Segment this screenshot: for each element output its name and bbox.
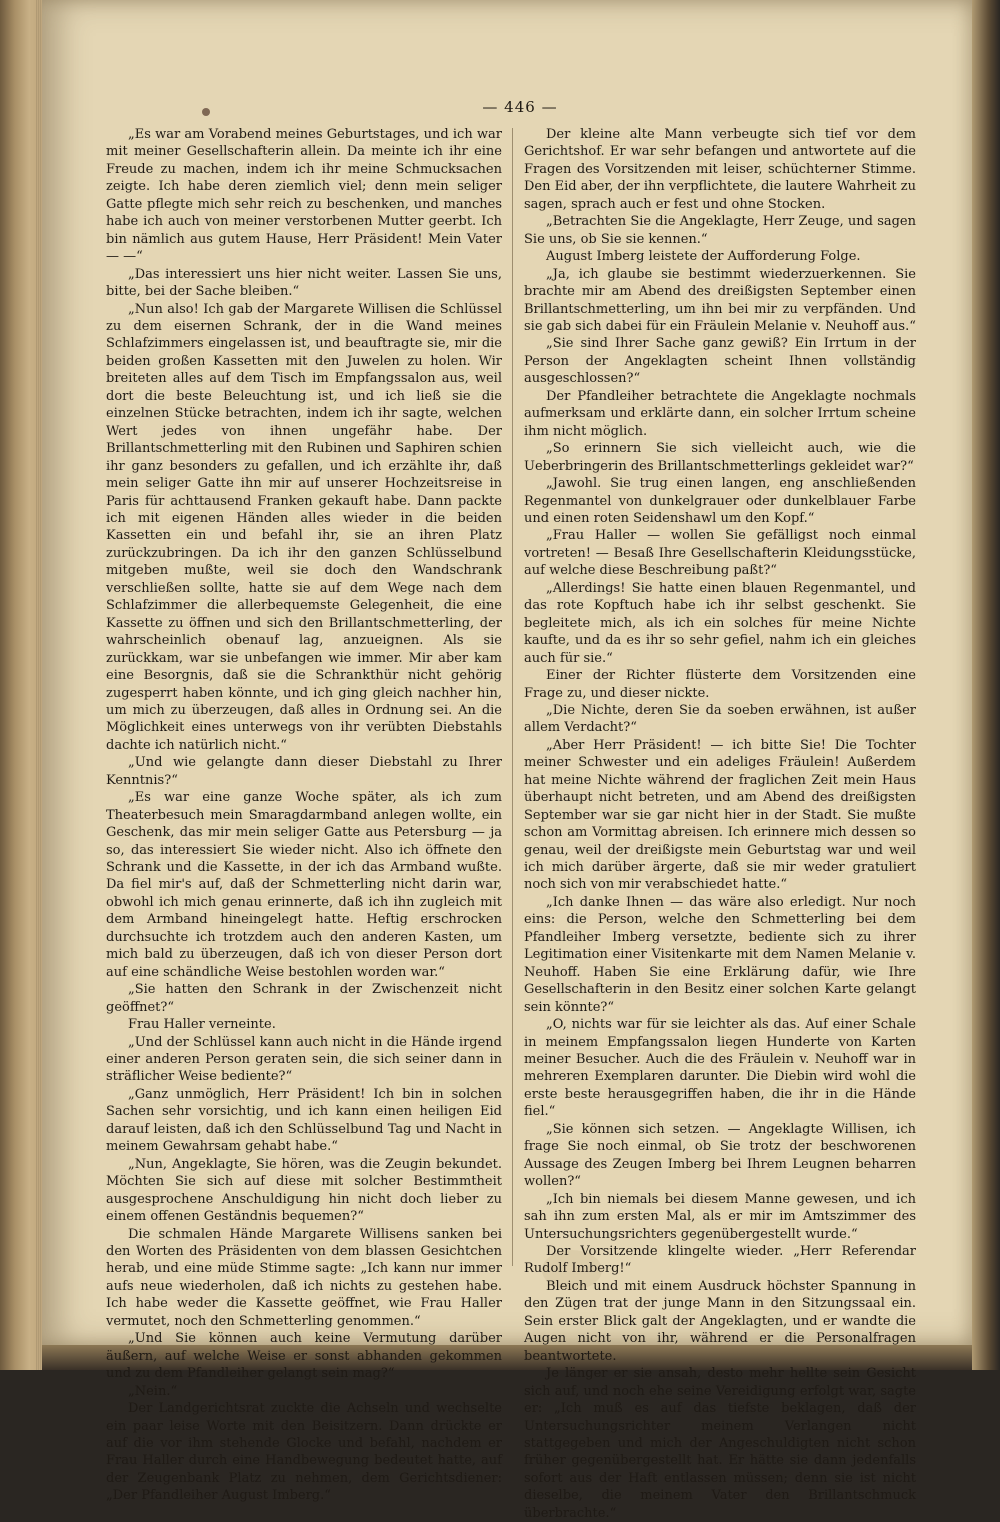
paragraph: Der Pfandleiher betrachtete die Angeklagte nochmals aufmerksam und erklärte dann, ein solcher Irrtum scheine ihm nicht möglich. — [524, 388, 916, 439]
paragraph: „Frau Haller — wollen Sie gefälligst noch einmal vortreten! — Besaß Ihre Gesellschafterin Kleidungsstücke, auf welche diese Beschreibung paßt?“ — [524, 528, 916, 579]
paragraph: „Und wie gelangte dann dieser Diebstahl zu Ihrer Kenntnis?“ — [106, 755, 502, 788]
paragraph: „Nein.“ — [128, 1383, 178, 1399]
paragraph: Die schmalen Hände Margarete Willisens sanken bei den Worten des Präsidenten von dem blassen Gesichtchen herab, und eine müde Stimme sagte: „Ich kann nur immer aufs neue wiederholen, daß ich nichts zu gestehen habe. Ich habe weder die Kassette geöffnet, wie Frau Haller vermutet, noch den Schmetterling genommen.“ — [106, 1226, 502, 1329]
paragraph: „Aber Herr Präsident! — ich bitte Sie! Die Tochter meiner Schwester und ein adeliges Fräulein! Außerdem hat meine Nichte während der fraglichen Zeit mein Haus überhaupt nicht betreten, und am Abend des dreißigsten September war sie gar nicht hier in der Stadt. Sie mußte schon am Vormittag abreisen. Ich erinnere mich dessen so genau, weil der dreißigste mein Geburtstag war und weil ich mich darüber ärgerte, daß sie mir weder gratuliert noch sich von mir verabschiedet hatte.“ — [524, 737, 916, 893]
paragraph: „Ich danke Ihnen — das wäre also erledigt. Nur noch eins: die Person, welche den Schmetterling bei dem Pfandleiher Imberg versetzte, bediente sich zu ihrer Legitimation einer Visitenkarte mit dem Namen Melanie v. Neuhoff. Haben Sie eine Erklärung dafür, wie Ihre Gesellschafterin in den Besitz einer solchen Karte gelangt sein könnte?“ — [524, 894, 916, 1015]
paragraph: „Und Sie können auch keine Vermutung darüber äußern, auf welche Weise er sonst abhanden gekommen und zu dem Pfandleiher gelangt sein mag?“ — [106, 1331, 502, 1382]
paper-stain — [202, 108, 210, 116]
paragraph: Einer der Richter flüsterte dem Vorsitzenden eine Frage zu, und dieser nickte. — [524, 668, 916, 701]
paragraph: „Und der Schlüssel kann auch nicht in die Hände irgend einer anderen Person geraten sein, die sich seiner dann in sträflicher Weise bediente?“ — [106, 1034, 502, 1085]
paragraph: „Nun also! Ich gab der Margarete Willisen die Schlüssel zu dem eisernen Schrank, der in die Wand meines Schlafzimmers eingelassen ist, und beauftragte sie, mir die beiden großen Kassetten mit den Juwelen zu holen. Wir breiteten alles auf dem Tisch im Empfangssalon aus, weil dort die beste Beleuchtung ist, und ich ließ sie die einzelnen Stücke betrachten, indem ich ihr sagte, welchen Wert jedes von ihnen ungefähr habe. Der Brillantschmetterling mit den Rubinen und Saphiren schien ihr ganz besonders zu gefallen, und ich erzählte ihr, daß mein seliger Gatte ihn mir auf unserer Hochzeitsreise in Paris für achttausend Franken gekauft habe. Dann packte ich mit eigenen Händen alles wieder in die beiden Kassetten ein und befahl ihr, sie an ihren Platz zurückzubringen. Da ich ihr den ganzen Schlüsselbund mitgeben mußte, weil sie doch den Wandschrank verschließen sollte, hatte sie auf dem Wege nach dem Schlafzimmer die allerbequemste Gelegenheit, die eine Kassette zu öffnen und sich den Brillantschmetterling, der wahrscheinlich obenauf lag, anzueignen. Als sie zurückkam, war sie unbefangen wie immer. Mir aber kam eine Besorgnis, daß sie die Schrankthür nicht gehörig zugesperrt haben könnte, und ich ging gleich nachher hin, um mich zu überzeugen, daß alles in Ordnung sei. An die Möglichkeit eines unterwegs von ihr verübten Diebstahls dachte ich natürlich nicht.“ — [106, 301, 502, 753]
book-binding-edge — [0, 0, 42, 1370]
paragraph: „Es war eine ganze Woche später, als ich zum Theaterbesuch mein Smaragdarmband anlegen wollte, ein Geschenk, das mir mein seliger Gatte aus Petersburg — ja so, das interessiert Sie wieder nicht. Also ich öffnete den Schrank und die Kassette, in der ich das Armband wußte. Da fiel mir's auf, daß der Schmetterling nicht darin war, obwohl ich mich genau erinnerte, daß ich ihn zugleich mit dem Armband hineingelegt hatte. Heftig erschrocken durchsuchte ich trotzdem auch den anderen Kasten, um mich bald zu überzeugen, daß ich von dieser Person dort auf eine schändliche Weise bestohlen worden war.“ — [106, 790, 502, 980]
paragraph: „Ja, ich glaube sie bestimmt wiederzuerkennen. Sie brachte mir am Abend des dreißigsten September einen Brillantschmetterling, um ihn bei mir zu verpfänden. Und sie gab sich dabei für ein Fräulein Melanie v. Neuhoff aus.“ — [524, 266, 916, 334]
paragraph: „Betrachten Sie die Angeklagte, Herr Zeuge, und sagen Sie uns, ob Sie sie kennen.“ — [524, 214, 916, 247]
paragraph: „Sie können sich setzen. — Angeklagte Willisen, ich frage Sie noch einmal, ob Sie trotz der beschworenen Aussage des Zeugen Imberg bei Ihrem Leugnen beharren wollen?“ — [524, 1121, 916, 1190]
paragraph: „Die Nichte, deren Sie da soeben erwähnen, ist außer allem Verdacht?“ — [524, 702, 916, 736]
column-divider — [512, 128, 513, 1266]
paragraph: „Sie hatten den Schrank in der Zwischenzeit nicht geöffnet?“ — [106, 982, 502, 1015]
page-right-edge — [972, 0, 1000, 1370]
paragraph: Der Vorsitzende klingelte wieder. „Herr Referendar Rudolf Imberg!“ — [524, 1244, 916, 1277]
left-text-column — [106, 126, 502, 1505]
paragraph: „Sie sind Ihrer Sache ganz gewiß? Ein Irrtum in der Person der Angeklagten scheint Ihnen vollständig ausgeschlossen?“ — [524, 336, 916, 387]
paragraph: „O, nichts war für sie leichter als das. Auf einer Schale in meinem Empfangssalon liegen Hunderte von Karten meiner Besucher. Auch die des Fräulein v. Neuhoff war in mehreren Exemplaren darunter. Die Diebin wird wohl die erste beste herausgegriffen haben, die ihr in die Hände fiel.“ — [524, 1017, 916, 1120]
paragraph: Der kleine alte Mann verbeugte sich tief vor dem Gerichtshof. Er war sehr befangen und antwortete auf die Fragen des Vorsitzenden mit leiser, schüchterner Stimme. Den Eid aber, der ihn verpflichtete, die lautere Wahrheit zu sagen, sprach auch er fest und ohne Stocken. — [524, 127, 917, 212]
paragraph: „Ich bin niemals bei diesem Manne gewesen, und ich sah ihn zum ersten Mal, als er mir im Amtszimmer des Untersuchungsrichters gegenübergestellt wurde.“ — [524, 1191, 916, 1242]
paragraph: August Imberg leistete der Aufforderung Folge. — [546, 249, 861, 265]
paragraph: Bleich und mit einem Ausdruck höchster Spannung in den Zügen trat der junge Mann in den Sitzungssaal ein. Sein erster Blick galt der Angeklagten, und er wandte die Augen nicht von ihr, während er die Personalfragen beantwortete. — [524, 1278, 916, 1364]
page-number: — 446 — — [482, 98, 558, 116]
paragraph: „Allerdings! Sie hatte einen blauen Regenmantel, und das rote Kopftuch habe ich ihr selbst geschenkt. Sie begleitete mich, als ich ein solches für meine Nichte kaufte, und da es ihr so sehr gefiel, nahm ich ein gleiches auch für sie.“ — [524, 580, 916, 666]
right-text-column — [524, 126, 916, 1522]
paragraph: „Jawohl. Sie trug einen langen, eng anschließenden Regenmantel von dunkelgrauer oder dunkelblauer Farbe und einen roten Seidenshawl um den Kopf.“ — [524, 476, 916, 526]
paragraph: „Nun, Angeklagte, Sie hören, was die Zeugin bekundet. Möchten Sie sich auf diese mit solcher Bestimmtheit ausgesprochene Anschuldigung hin nicht doch lieber zu einem offenen Geständnis bequemen?“ — [106, 1156, 502, 1225]
paragraph: „Es war am Vorabend meines Geburtstages, und ich war mit meiner Gesellschafterin allein. Da meinte ich ihr eine Freude zu machen, indem ich ihr meine Schmucksachen zeigte. Ich habe deren ziemlich viel; denn mein seliger Gatte pflegte mich sehr reich zu beschenken, und manches habe ich auch von meiner verstorbenen Mutter geerbt. Ich bin nämlich aus gutem Hause, Herr Präsident! Mein Vater — —“ — [106, 127, 502, 265]
paragraph: „Ganz unmöglich, Herr Präsident! Ich bin in solchen Sachen sehr vorsichtig, und ich kann einen heiligen Eid darauf leisten, daß ich den Schlüsselbund Tag und Nacht in meinem Gewahrsam gehabt habe.“ — [106, 1086, 502, 1155]
paragraph: „Das interessiert uns hier nicht weiter. Lassen Sie uns, bitte, bei der Sache bleiben.“ — [106, 266, 502, 300]
paragraph: Je länger er sie ansah, desto mehr hellte sein Gesicht sich auf, und noch ehe seine Vereidigung erfolgt war, sagte er: „Ich muß es auf das tiefste beklagen, daß der Untersuchungsrichter meinem Verlangen nicht stattgegeben und mich der Angeschuldigten nicht schon früher gegenübergestellt hat. Er hätte sie dann jedenfalls sofort aus der Haft entlassen müssen; denn sie ist nicht dieselbe, die meinem Vater den Brillantschmuck überbrachte.“ — [524, 1366, 916, 1521]
paragraph: Frau Haller verneinte. — [128, 1017, 276, 1033]
paragraph: „So erinnern Sie sich vielleicht auch, wie die Ueberbringerin des Brillantschmetterlings gekleidet war?“ — [524, 441, 916, 474]
paragraph: Der Landgerichtsrat zuckte die Achseln und wechselte ein paar leise Worte mit den Beisitzern. Dann drückte er auf die vor ihm stehende Glocke und befahl, nachdem er Frau Haller durch eine Handbewegung bedeutet hatte, auf der Zeugenbank Platz zu nehmen, dem Gerichtsdiener: „Der Pfandleiher August Imberg.“ — [106, 1401, 502, 1504]
